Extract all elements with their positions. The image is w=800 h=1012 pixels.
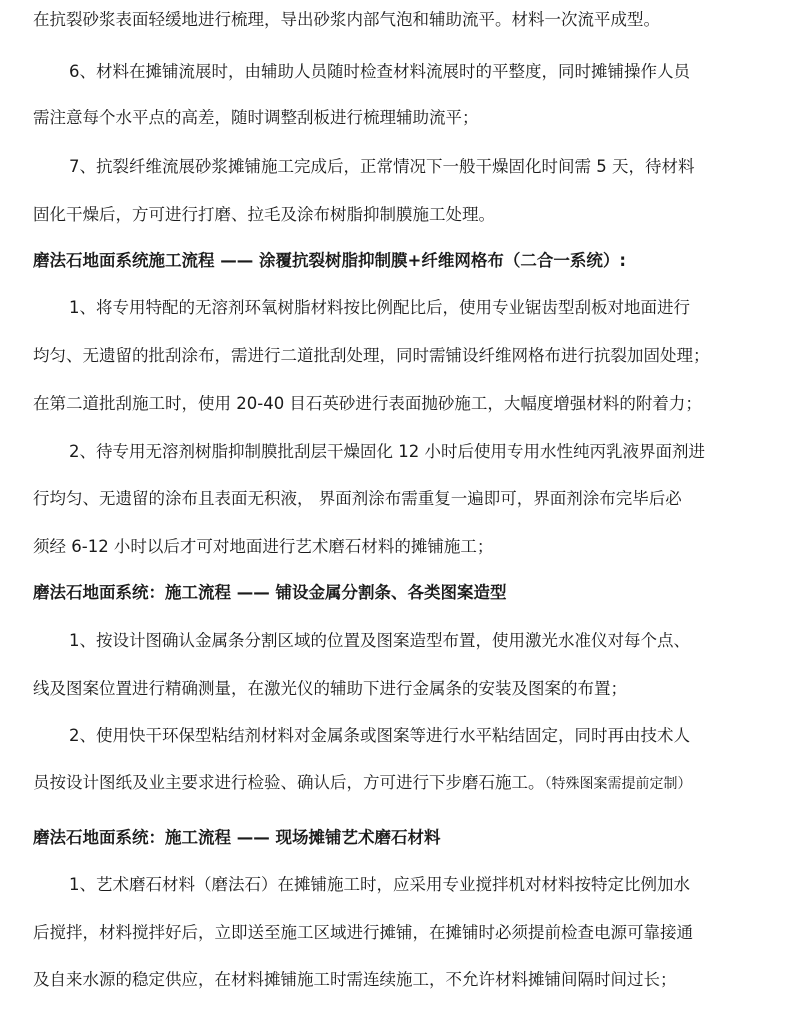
- special-note: （特殊图案需提前定制）: [544, 776, 692, 792]
- paragraph-line: 在抗裂砂浆表面轻缓地进行梳理，导出砂浆内部气泡和辅助流平。材料一次流平成型。: [33, 10, 660, 29]
- section-heading: 磨法石地面系统施工流程 —— 涂覆抗裂树脂抑制膜+纤维网格布（二合一系统）:: [33, 251, 626, 270]
- paragraph-line: 行均匀、无遗留的涂布且表面无积液， 界面剂涂布需重复一遍即可，界面剂涂布完毕后必: [33, 489, 682, 508]
- paragraph-line: 7、抗裂纤维流展砂浆摊铺施工完成后，正常情况下一般干燥固化时间需 5 天，待材料: [69, 157, 695, 176]
- paragraph-line: 2、待专用无溶剂树脂抑制膜批刮层干燥固化 12 小时后使用专用水性纯丙乳液界面剂进: [69, 442, 705, 461]
- paragraph-line: 需注意每个水平点的高差，随时调整刮板进行梳理辅助流平；: [33, 108, 479, 127]
- paragraph-line: 1、按设计图确认金属条分割区域的位置及图案造型布置，使用激光水准仪对每个点、: [69, 631, 690, 650]
- section-heading: 磨法石地面系统：施工流程 —— 现场摊铺艺术磨石材料: [33, 828, 441, 847]
- paragraph-line: 1、将专用特配的无溶剂环氧树脂材料按比例配比后，使用专业锯齿型刮板对地面进行: [69, 298, 690, 317]
- paragraph-line: 线及图案位置进行精确测量，在激光仪的辅助下进行金属条的安装及图案的布置；: [33, 679, 627, 698]
- paragraph-line: 及自来水源的稳定供应，在材料摊铺施工时需连续施工，不允许材料摊铺间隔时间过长；: [33, 970, 677, 989]
- paragraph-text: 员按设计图纸及业主要求进行检验、确认后，方可进行下步磨石施工。: [33, 773, 545, 792]
- paragraph-line: 2、使用快干环保型粘结剂材料对金属条或图案等进行水平粘结固定，同时再由技术人: [69, 726, 690, 745]
- paragraph-line: 须经 6-12 小时以后才可对地面进行艺术磨石材料的摊铺施工；: [33, 537, 494, 556]
- paragraph-line: 固化干燥后，方可进行打磨、拉毛及涂布树脂抑制膜施工处理。: [33, 205, 495, 224]
- paragraph-line: 1、艺术磨石材料（磨法石）在摊铺施工时，应采用专业搅拌机对材料按特定比例加水: [69, 875, 690, 894]
- paragraph-line: 6、材料在摊铺流展时，由辅助人员随时检查材料流展时的平整度，同时摊铺操作人员: [69, 62, 690, 81]
- paragraph-line: 在第二道批刮施工时，使用 20-40 目石英砂进行表面抛砂施工，大幅度增强材料的附着力；: [33, 394, 702, 413]
- paragraph-line: [33, 771, 773, 795]
- paragraph-line: 后搅拌，材料搅拌好后，立即送至施工区域进行摊铺，在摊铺时必须提前检查电源可靠接通: [33, 923, 693, 942]
- paragraph-line: 均匀、无遗留的批刮涂布，需进行二道批刮处理，同时需铺设纤维网格布进行抗裂加固处理；: [33, 346, 710, 365]
- section-heading: 磨法石地面系统：施工流程 —— 铺设金属分割条、各类图案造型: [33, 583, 507, 602]
